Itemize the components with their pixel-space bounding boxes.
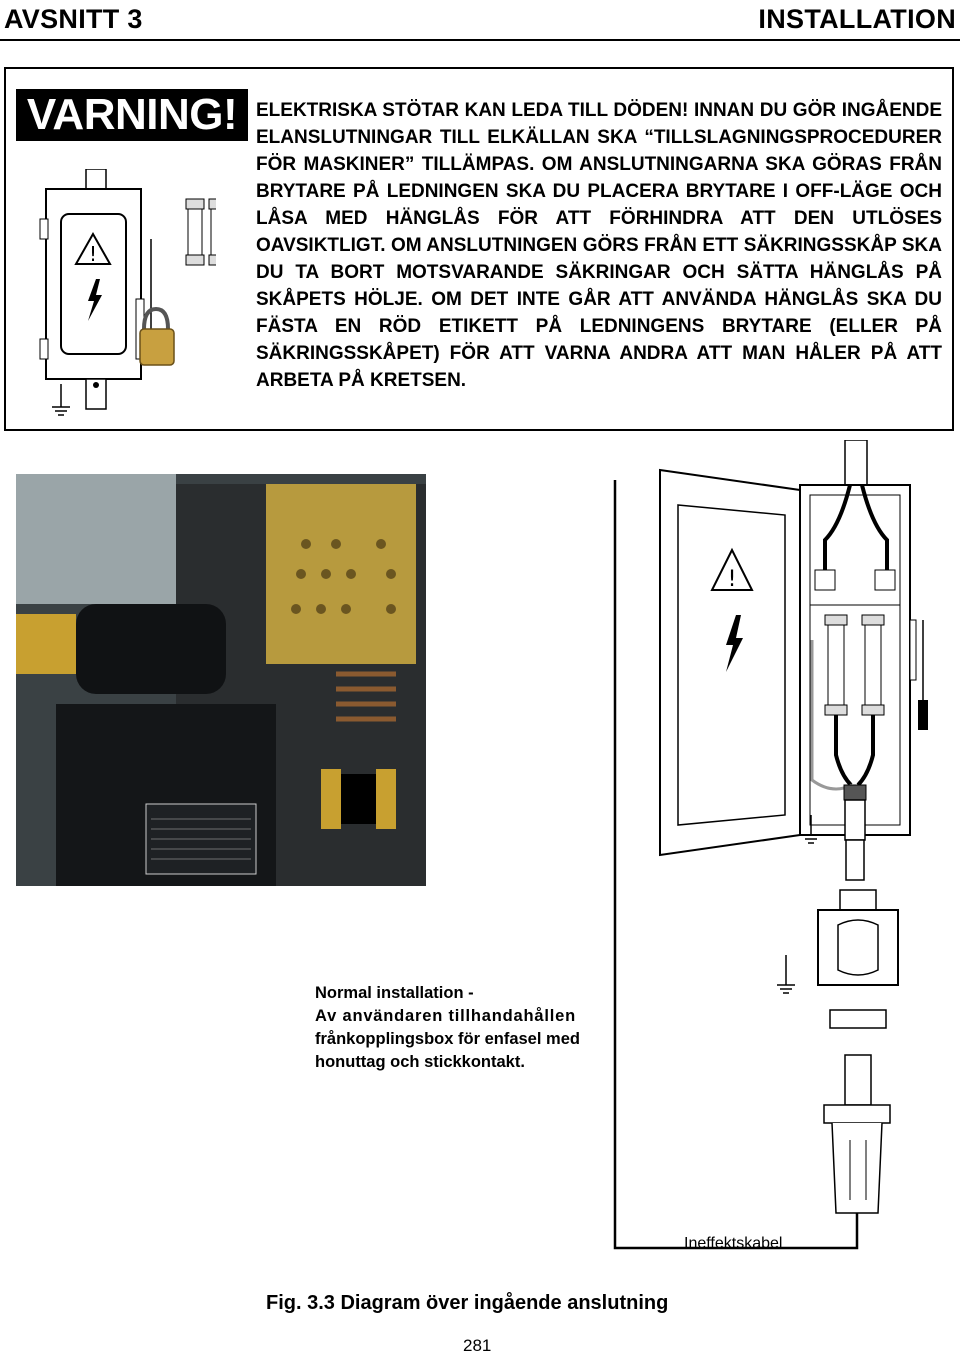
section-title: INSTALLATION [758, 4, 956, 34]
caption-line-1: Normal installation - [315, 984, 474, 1002]
fuse-icon [828, 620, 844, 710]
warning-label: VARNING! [16, 89, 248, 141]
caption-line-2: Av användaren tillhandahållen [315, 1007, 576, 1025]
caption-line-4: honuttag och stickkontakt. [315, 1053, 525, 1071]
caption-line-3: frånkopplingsbox för enfasel med [315, 1030, 580, 1048]
page-number: 281 [463, 1336, 492, 1355]
padlock-icon [140, 329, 174, 365]
section-label: AVSNITT 3 [4, 4, 143, 34]
lockout-illustration [36, 169, 216, 419]
warning-text: ELEKTRISKA STÖTAR KAN LEDA TILL DÖDEN! INNAN DU GÖR INGÅENDE ELANSLUTNINGAR TILL ELKÄLLAN SKA “TILLSLAGNINGSPROCEDURER FÖR MASKINER” TILLÄMPAS. OM ANSLUTNINGARNA SKA GÖRAS FRÅN BRYTARE PÅ LEDNINGEN SKA DU PLACERA BRYTARE I OFF-LÄGE OCH LÅSA MED HÄNGLÅS FÖR ATT FÖRHINDRA ATT DEN UTLÖSES OAVSIKTLIGT. OM ANSLUTNINGEN GÖRS FRÅN ETT SÄKRINGSSKÅP SKA DU TA BORT MOTSVARANDE SÄKRINGAR OCH SÄTTA HÄNGLÅS PÅ SKÅPETS HÖLJE. OM DET INTE GÅR ATT ANVÄNDA HÄNGLÅS SKA DU FÄSTA EN RÖD ETIKETT PÅ LEDNINGENS BRYTARE (ELLER PÅ SÄKRINGSSKÅPET) FÖR ATT VARNA ANDRA ATT MAN HÅLER PÅ ATT ARBETA PÅ KRETSEN. [256, 100, 942, 391]
figure-caption: Fig. 3.3 Diagram över ingående anslutning [266, 1292, 669, 1314]
motor [76, 604, 226, 694]
diagram-caption [315, 982, 615, 1074]
cable-label: Ineffektskabel [684, 1235, 783, 1252]
disconnect-box-diagram [600, 440, 960, 1260]
header-divider [0, 39, 960, 41]
plug [824, 1105, 890, 1123]
warning-box [4, 67, 954, 431]
svg-text:!: ! [88, 242, 98, 266]
machine-photo [16, 474, 426, 886]
fuse-icon [188, 207, 202, 257]
svg-text:!: ! [727, 567, 737, 592]
